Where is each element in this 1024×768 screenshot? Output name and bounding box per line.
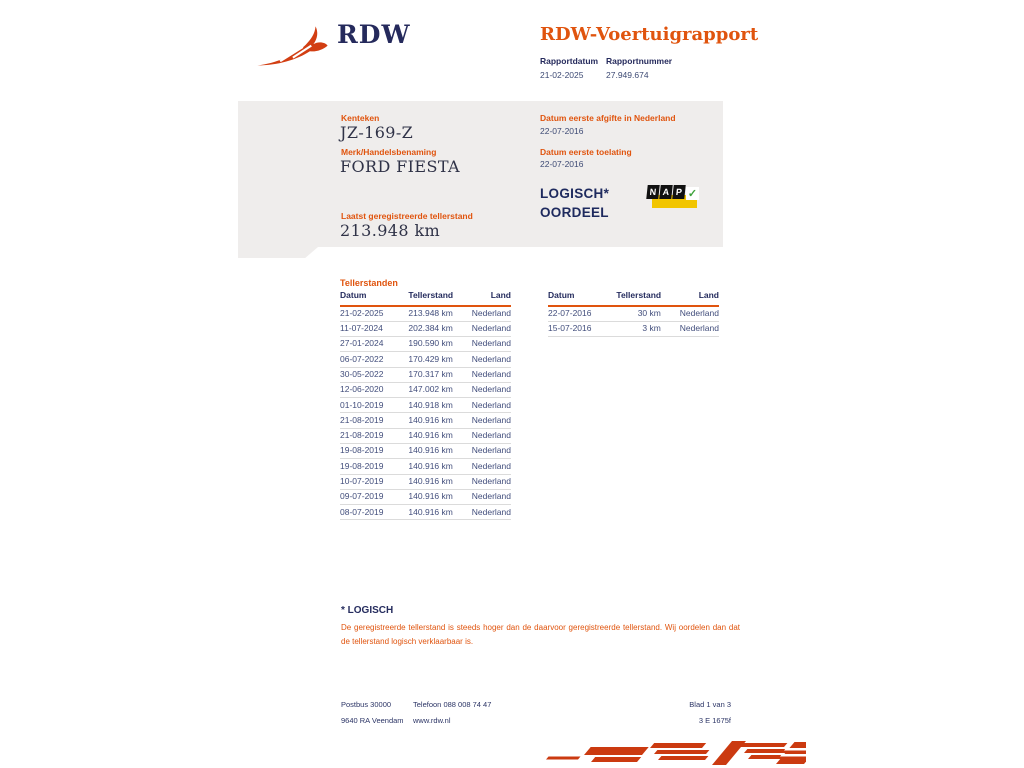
- table-row: [340, 382, 511, 397]
- column-header: Datum: [340, 290, 408, 306]
- rdw-feather-logo-icon: [256, 24, 334, 70]
- eerste-afgifte-label: Datum eerste afgifte in Nederland: [540, 113, 676, 123]
- report-date-block: [540, 56, 606, 80]
- column-header: Tellerstand: [616, 290, 660, 306]
- table-row: [340, 444, 511, 459]
- cell: 06-07-2022: [340, 352, 408, 367]
- cell: Nederland: [453, 382, 511, 397]
- footnote-text: De geregistreerde tellerstand is steeds hoger dan de daarvoor geregistreerde tellerstand. Wij oordelen dan dat de tellerstand logisch verklaarbaar is.: [341, 623, 740, 646]
- cell: Nederland: [453, 444, 511, 459]
- merk-value: FORD FIESTA: [340, 157, 460, 176]
- footnote-title: * LOGISCH: [341, 605, 394, 616]
- cell: Nederland: [453, 306, 511, 322]
- table-row: [340, 352, 511, 367]
- table-row: [340, 489, 511, 504]
- table-row: [340, 306, 511, 322]
- merk-label: Merk/Handelsbenaming: [341, 147, 437, 157]
- cell: 11-07-2024: [340, 321, 408, 336]
- odometer-readings-table-2: [548, 290, 719, 337]
- cell: 140.916 km: [408, 428, 452, 443]
- column-header: Tellerstand: [408, 290, 452, 306]
- cell: 21-08-2019: [340, 428, 408, 443]
- laatste-tellerstand-label: Laatst geregistreerde tellerstand: [341, 211, 473, 221]
- table-row: [340, 367, 511, 382]
- cell: 140.916 km: [408, 444, 452, 459]
- cell: 12-06-2020: [340, 382, 408, 397]
- cell: 140.918 km: [408, 398, 452, 413]
- header-row: [548, 290, 719, 306]
- rdw-logo-text: RDW: [337, 20, 411, 49]
- cell: Nederland: [453, 337, 511, 352]
- cell: Nederland: [661, 306, 719, 322]
- cell: Nederland: [661, 321, 719, 336]
- report-meta: [540, 56, 672, 80]
- column-header: Land: [453, 290, 511, 306]
- cell: 19-08-2019: [340, 459, 408, 474]
- tellerstanden-section-title: Tellerstanden: [340, 278, 398, 288]
- cell: 213.948 km: [408, 306, 452, 322]
- cell: Nederland: [453, 413, 511, 428]
- eerste-toelating-label: Datum eerste toelating: [540, 147, 632, 157]
- cell: 140.916 km: [408, 459, 452, 474]
- cell: 202.384 km: [408, 321, 452, 336]
- column-header: Land: [661, 290, 719, 306]
- footer-website: www.rdw.nl: [413, 715, 451, 725]
- cell: 22-07-2016: [548, 306, 616, 322]
- nap-letter-boxes: [647, 185, 686, 199]
- table-row: [340, 505, 511, 520]
- cell: 19-08-2019: [340, 444, 408, 459]
- nap-letter-p: P: [672, 185, 685, 199]
- cell: 140.916 km: [408, 489, 452, 504]
- cell: Nederland: [453, 367, 511, 382]
- cell: Nederland: [453, 321, 511, 336]
- odometer-readings-table-1: [340, 290, 511, 520]
- vehicle-info-panel-tab: [238, 247, 318, 258]
- cell: Nederland: [453, 352, 511, 367]
- nap-letter-n: N: [646, 185, 659, 199]
- cell: 140.916 km: [408, 413, 452, 428]
- footer-page-number: Blad 1 van 3: [689, 700, 731, 709]
- cell: 30 km: [616, 306, 660, 322]
- oordeel-line1: LOGISCH*: [540, 186, 610, 201]
- table-row: [340, 337, 511, 352]
- checkmark-icon: ✓: [687, 188, 698, 200]
- cell: Nederland: [453, 398, 511, 413]
- footer-address-line1: Postbus 30000: [341, 700, 392, 709]
- footer-phone: Telefoon 088 008 74 47: [413, 700, 492, 709]
- cell: 21-02-2025: [340, 306, 408, 322]
- cell: 140.916 km: [408, 474, 452, 489]
- cell: Nederland: [453, 474, 511, 489]
- table-row: [340, 413, 511, 428]
- oordeel-verdict: [540, 184, 609, 222]
- odometer-table-left: [340, 290, 511, 520]
- table-row: [548, 321, 719, 336]
- nap-logo: [647, 185, 699, 211]
- table-row: [340, 474, 511, 489]
- cell: 01-10-2019: [340, 398, 408, 413]
- table-row: [340, 398, 511, 413]
- cell: 30-05-2022: [340, 367, 408, 382]
- report-number-block: [606, 56, 672, 80]
- cell: 190.590 km: [408, 337, 452, 352]
- report-number-value: 27.949.674: [606, 70, 649, 80]
- column-header: Datum: [548, 290, 616, 306]
- footer-form-code: 3 E 1675f: [698, 715, 731, 725]
- report-number-label: Rapportnummer: [606, 56, 673, 66]
- kenteken-label: Kenteken: [341, 113, 380, 123]
- cell: 170.317 km: [408, 367, 452, 382]
- cell: Nederland: [453, 459, 511, 474]
- report-date-label: Rapportdatum: [540, 56, 599, 66]
- page-title: RDW-Voertuigrapport: [540, 24, 759, 45]
- cell: Nederland: [453, 505, 511, 520]
- eerste-afgifte-value: 22-07-2016: [540, 126, 584, 136]
- cell: 140.916 km: [408, 505, 452, 520]
- eerste-toelating-value: 22-07-2016: [540, 159, 584, 169]
- cell: 09-07-2019: [340, 489, 408, 504]
- cell: 10-07-2019: [340, 474, 408, 489]
- table-row: [548, 306, 719, 322]
- cell: 27-01-2024: [340, 337, 408, 352]
- table-row: [340, 321, 511, 336]
- cell: Nederland: [453, 489, 511, 504]
- cell: 08-07-2019: [340, 505, 408, 520]
- cell: Nederland: [453, 428, 511, 443]
- kenteken-value: JZ-169-Z: [340, 123, 414, 142]
- footer-address-line2: 9640 RA Veendam: [341, 715, 404, 725]
- cell: 147.002 km: [408, 382, 452, 397]
- footer-contact: [413, 700, 803, 731]
- table-row: [340, 459, 511, 474]
- cell: 15-07-2016: [548, 321, 616, 336]
- cell: 3 km: [616, 321, 660, 336]
- nap-letter-a: A: [659, 185, 672, 199]
- odometer-table-right: [548, 290, 719, 337]
- rdw-stripes-graphic: [544, 740, 806, 768]
- footer-page-info: [620, 700, 731, 731]
- header-row: [340, 290, 511, 306]
- laatste-tellerstand-value: 213.948 km: [340, 221, 441, 240]
- table-row: [340, 428, 511, 443]
- report-date-value: 21-02-2025: [540, 70, 584, 80]
- oordeel-line2: OORDEEL: [540, 205, 609, 220]
- cell: 170.429 km: [408, 352, 452, 367]
- cell: 21-08-2019: [340, 413, 408, 428]
